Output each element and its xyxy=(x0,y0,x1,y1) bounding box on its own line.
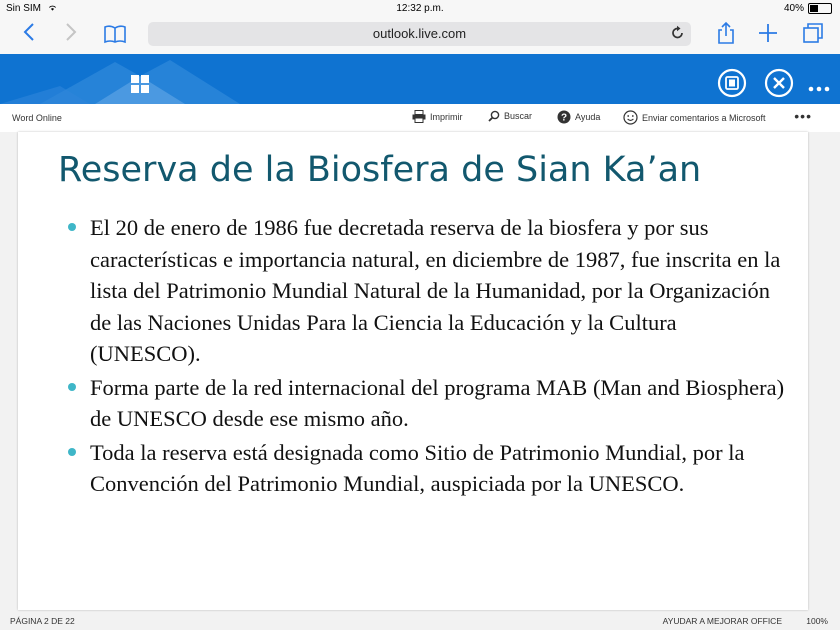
status-footer xyxy=(0,612,840,630)
reload-icon[interactable] xyxy=(671,25,685,44)
app-name: Word Online xyxy=(12,113,62,123)
slide xyxy=(18,132,808,610)
feedback-button[interactable] xyxy=(623,110,766,125)
bookmarks-icon[interactable] xyxy=(103,24,127,48)
home-icon[interactable] xyxy=(130,74,150,99)
print-icon xyxy=(412,110,426,123)
search-button[interactable] xyxy=(488,110,532,122)
tabs-icon[interactable] xyxy=(802,22,824,48)
print-button[interactable] xyxy=(412,110,463,123)
address-bar[interactable] xyxy=(148,22,691,46)
feedback-label: Enviar comentarios a Microsoft xyxy=(642,112,766,123)
bullet-item: Forma parte de la red internacional del programa MAB (Man and Biosphera) de UNESCO desde ese mismo año. xyxy=(68,372,788,435)
close-icon[interactable] xyxy=(764,68,794,103)
toolbar-more-icon[interactable]: ••• xyxy=(794,108,812,124)
svg-text:?: ? xyxy=(560,112,568,124)
bullet-item: Toda la reserva está designada como Sitio de Patrimonio Mundial, por la Convención del Patrimonio Mundial, auspiciada por la UNESCO. xyxy=(68,437,788,500)
battery-percent: 40% xyxy=(783,3,804,14)
feedback-icon xyxy=(623,110,638,125)
forward-icon[interactable] xyxy=(64,22,78,46)
clock: 12:32 p.m. xyxy=(396,3,444,14)
help-label: Ayuda xyxy=(575,112,601,122)
help-improve-link[interactable]: AYUDAR A MEJORAR OFFICE xyxy=(662,616,782,626)
zoom-level[interactable]: 100% xyxy=(806,616,828,626)
page-indicator: PÁGINA 2 DE 22 xyxy=(10,616,75,626)
app-toolbar xyxy=(0,104,840,132)
reading-view-icon[interactable] xyxy=(717,68,747,103)
bullet-item: El 20 de enero de 1986 fue decretada reserva de la biosfera y por sus características e importancia natural, en diciembre de 1987, fue inscrita en la lista del Patrimonio Mundial Natural de la Humanidad, por la Organización de las Naciones Unidas Para la Ciencia la Educación y la Cultura (UNESCO). xyxy=(68,212,788,370)
back-icon[interactable] xyxy=(22,22,36,46)
help-button[interactable] xyxy=(557,110,600,124)
new-tab-icon[interactable] xyxy=(758,23,778,47)
bullet-list xyxy=(68,212,788,502)
browser-toolbar xyxy=(0,18,840,55)
search-label: Buscar xyxy=(504,111,533,121)
carrier-label: Sin SIM xyxy=(6,3,57,14)
battery-icon xyxy=(808,3,832,14)
battery-fill xyxy=(810,5,818,12)
battery-indicator xyxy=(784,3,832,14)
slide-title: Reserva de la Biosfera de Sian Ka’an xyxy=(58,150,702,190)
header-decoration xyxy=(0,54,840,104)
help-icon xyxy=(557,110,571,124)
bullet-dot xyxy=(68,223,76,231)
search-icon xyxy=(488,110,500,122)
print-label: Imprimir xyxy=(430,111,463,122)
app-bar xyxy=(0,54,840,104)
share-icon[interactable] xyxy=(716,21,736,49)
more-icon[interactable] xyxy=(808,79,830,97)
url-text: outlook.live.com xyxy=(372,26,467,41)
status-bar xyxy=(0,0,840,18)
bullet-dot xyxy=(68,448,76,456)
bullet-dot xyxy=(68,383,76,391)
